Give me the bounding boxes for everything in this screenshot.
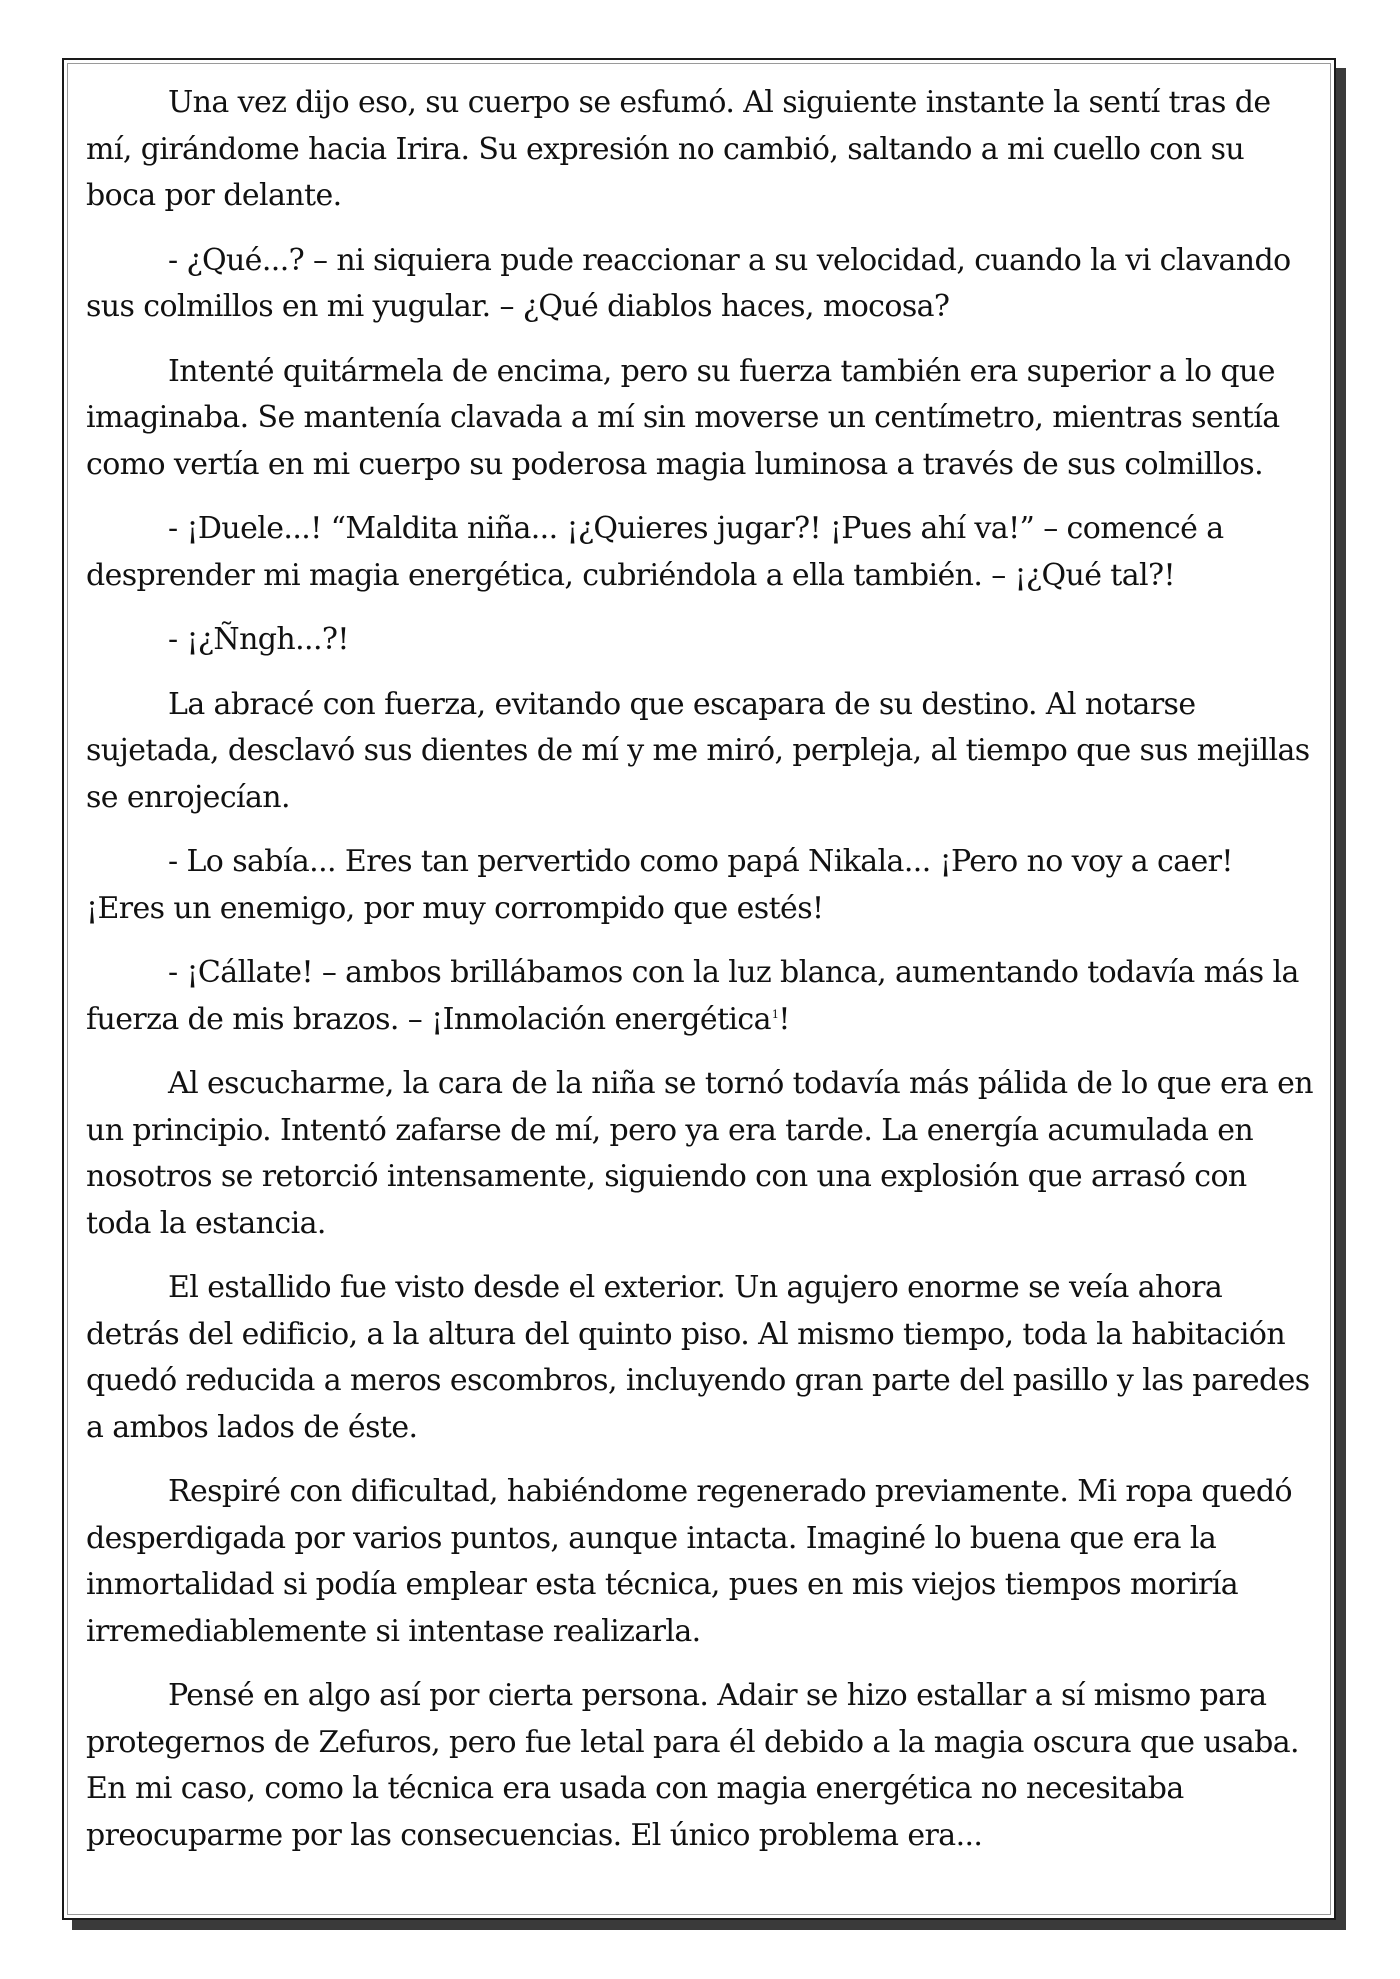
paragraph-with-footnote [86, 950, 1316, 1043]
paragraph: Una vez dijo eso, su cuerpo se esfumó. Al siguiente instante la sentí tras de mí, girándome hacia Irira. Su expresión no cambió, saltando a mi cuello con su boca por delante. [86, 85, 1271, 213]
paragraph: Respiré con dificultad, habiéndome regenerado previamente. Mi ropa quedó desperdigada por varios puntos, aunque intacta. Imaginé lo buena que era la inmortalidad si podía emplear esta técnica, pues en mis viejos tiempos moriría irremediablemente si intentase realizarla. [86, 1474, 1292, 1649]
page-frame [62, 58, 1336, 1920]
paragraph: - Lo sabía... Eres tan pervertido como papá Nikala... ¡Pero no voy a caer! ¡Eres un enemigo, por muy corrompido que estés! [86, 844, 1233, 926]
paragraph: Al escucharme, la cara de la niña se tornó todavía más pálida de lo que era en un principio. Intentó zafarse de mí, pero ya era tarde. La energía acumulada en nosotros se retorció intensamente, siguiendo con una explosión que arrasó con toda la estancia. [86, 1066, 1314, 1241]
footnote-marker: 1 [771, 1007, 779, 1021]
paragraph: El estallido fue visto desde el exterior. Un agujero enorme se veía ahora detrás del edificio, a la altura del quinto piso. Al mismo tiempo, toda la habitación quedó reducida a meros escombros, incluyendo gran parte del pasillo y las paredes a ambos lados de éste. [86, 1270, 1310, 1445]
paragraph: Pensé en algo así por cierta persona. Adair se hizo estallar a sí mismo para protegernos de Zefuros, pero fue letal para él debido a la magia oscura que usaba. En mi caso, como la técnica era usada con magia energética no necesitaba preocuparme por las consecuencias. El único problema era... [86, 1678, 1299, 1853]
text-body [86, 80, 1316, 1877]
paragraph-text: - ¡Cállate! – ambos brillábamos con la luz blanca, aumentando todavía más la fuerza de mis brazos. – ¡Inmolación energética [86, 955, 1299, 1037]
paragraph-text: ! [778, 1001, 790, 1037]
paragraph: - ¡Duele...! “Maldita niña... ¡¿Quieres jugar?! ¡Pues ahí va!” – comencé a desprender mi magia energética, cubriéndola a ella también. – ¡¿Qué tal?! [86, 511, 1224, 593]
paragraph: Intenté quitármela de encima, pero su fuerza también era superior a lo que imaginaba. Se mantenía clavada a mí sin moverse un centímetro, mientras sentía como vertía en mi cuerpo su poderosa magia luminosa a través de sus colmillos. [86, 353, 1280, 482]
paragraph: - ¡¿Ñngh...?! [168, 622, 349, 657]
paragraph: La abracé con fuerza, evitando que escapara de su destino. Al notarse sujetada, desclavó sus dientes de mí y me miró, perpleja, al tiempo que sus mejillas se enrojecían. [86, 686, 1310, 815]
paragraph: - ¿Qué...? – ni siquiera pude reaccionar a su velocidad, cuando la vi clavando sus colmillos en mi yugular. – ¿Qué diablos haces, mocosa? [86, 242, 1291, 324]
